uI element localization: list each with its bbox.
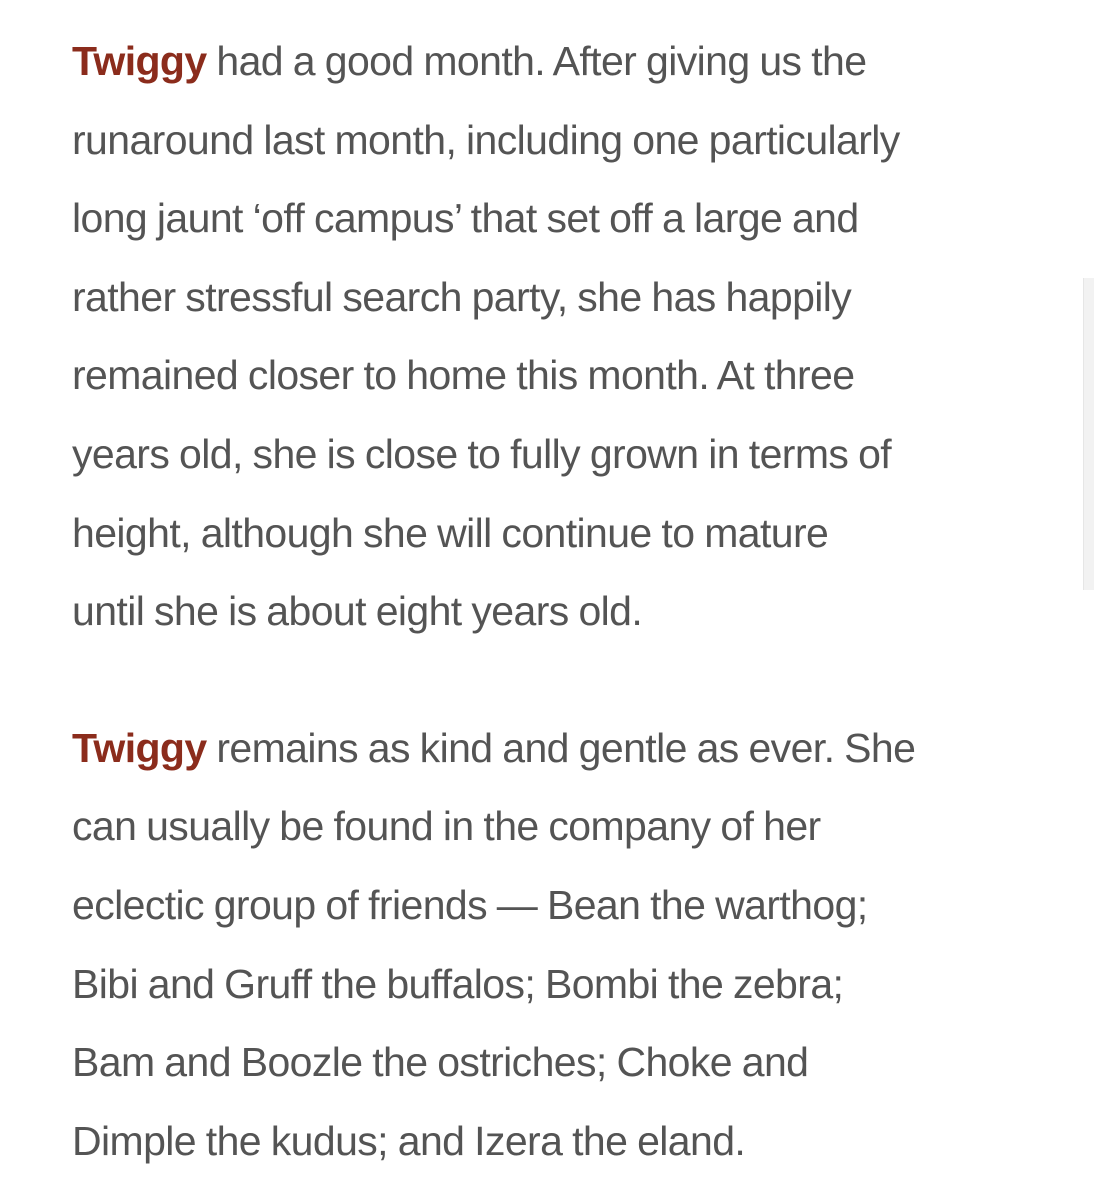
highlighted-name: Twiggy <box>72 38 207 84</box>
paragraph-text: long jaunt ‘off campus’ that set off a large and <box>72 195 859 242</box>
paragraph-text: until she is about eight years old. <box>72 588 643 635</box>
paragraph-1 <box>72 22 1047 651</box>
paragraph-2-line-1 <box>72 709 1047 788</box>
paragraph-text: had a good month. After giving us the <box>206 38 867 84</box>
paragraph-1-line-1 <box>72 22 1047 101</box>
paragraph-text: Dimple the kudus; and Izera the eland. <box>72 1117 746 1164</box>
paragraph-text: Bibi and Gruff the buffalos; Bombi the zebra; <box>72 960 844 1007</box>
article-body <box>72 22 1047 1180</box>
paragraph-text: remained closer to home this month. At three <box>72 352 855 399</box>
highlighted-name: Twiggy <box>72 724 207 771</box>
paragraph-text: years old, she is close to fully grown in terms of <box>72 430 892 477</box>
paragraph-text: can usually be found in the company of her <box>72 803 821 850</box>
paragraph-text: Bam and Boozle the ostriches; Choke and <box>72 1039 809 1086</box>
paragraph-text: remains as kind and gentle as ever. She <box>206 724 916 771</box>
paragraph-text: height, although she will continue to mature <box>72 509 829 556</box>
paragraph-2 <box>72 709 1047 1181</box>
paragraph-text: rather stressful search party, she has happily <box>72 273 852 320</box>
paragraph-text: eclectic group of friends — Bean the warthog; <box>72 881 868 928</box>
scrollbar[interactable] <box>1083 278 1094 590</box>
paragraph-text: runaround last month, including one particularly <box>72 116 900 163</box>
